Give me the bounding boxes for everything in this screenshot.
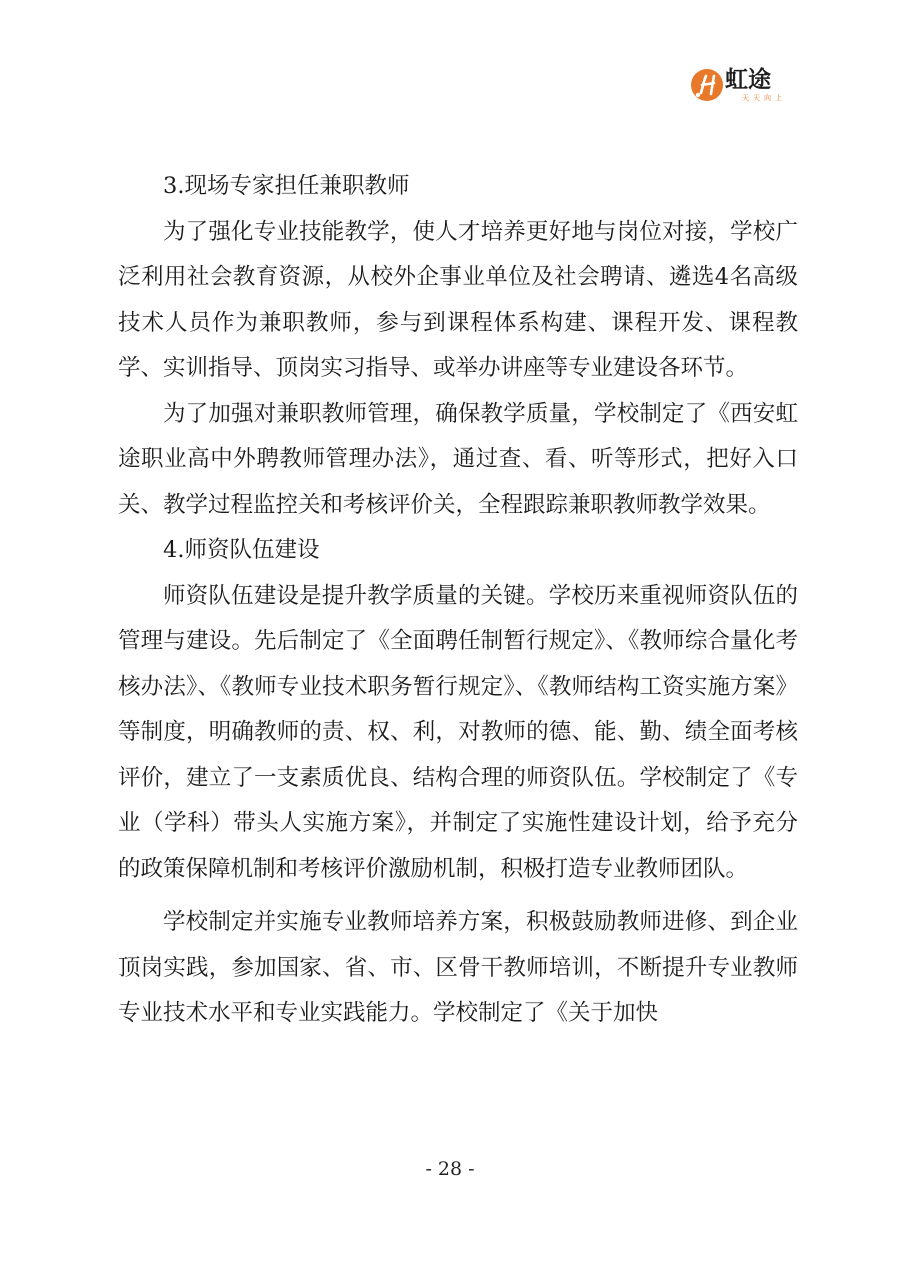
- hongtu-logo-icon: [690, 68, 724, 102]
- brand-logo: [690, 66, 794, 106]
- paragraph-part-time-teachers: 为了强化专业技能教学，使人才培养更好地与岗位对接，学校广泛利用社会教育资源，从校外企事业单位及社会聘请、遴选4名高级技术人员作为兼职教师，参与到课程体系构建、课程开发、课程教学、实训指导、顶岗实习指导、或举办讲座等专业建设各环节。: [118, 218, 798, 381]
- page-number: - 28 -: [425, 1158, 475, 1180]
- paragraph-part-time-management: 为了加强对兼职教师管理，确保教学质量，学校制定了《西安虹途职业高中外聘教师管理办法》，通过查、看、听等形式，把好入口关、教学过程监控关和考核评价关，全程跟踪兼职教师教学效果。: [118, 400, 798, 518]
- paragraph-teacher-training: 学校制定并实施专业教师培养方案，积极鼓励教师进修、到企业顶岗实践，参加国家、省、市、区骨干教师培训，不断提升专业教师专业技术水平和专业实践能力。学校制定了《关于加快: [118, 909, 798, 1026]
- logo-name: 虹途: [725, 67, 771, 93]
- document-body: [118, 164, 798, 1037]
- section-heading-3: 3.现场专家担任兼职教师: [163, 173, 410, 199]
- paragraph-faculty-building: 师资队伍建设是提升教学质量的关键。学校历来重视师资队伍的管理与建设。先后制定了《全面聘任制暂行规定》、《教师综合量化考核办法》、《教师专业技术职务暂行规定》、《教师结构工资实施方案》等制度，明确教师的责、权、利，对教师的德、能、勤、绩全面考核评价，建立了一支素质优良、结构合理的师资队伍。学校制定了《专业（学科）带头人实施方案》，并制定了实施性建设计划，给予充分的政策保障机制和考核评价激励机制，积极打造专业教师团队。: [118, 582, 798, 882]
- logo-slogan: 天天向上: [742, 94, 786, 102]
- section-heading-4: 4.师资队伍建设: [163, 537, 320, 563]
